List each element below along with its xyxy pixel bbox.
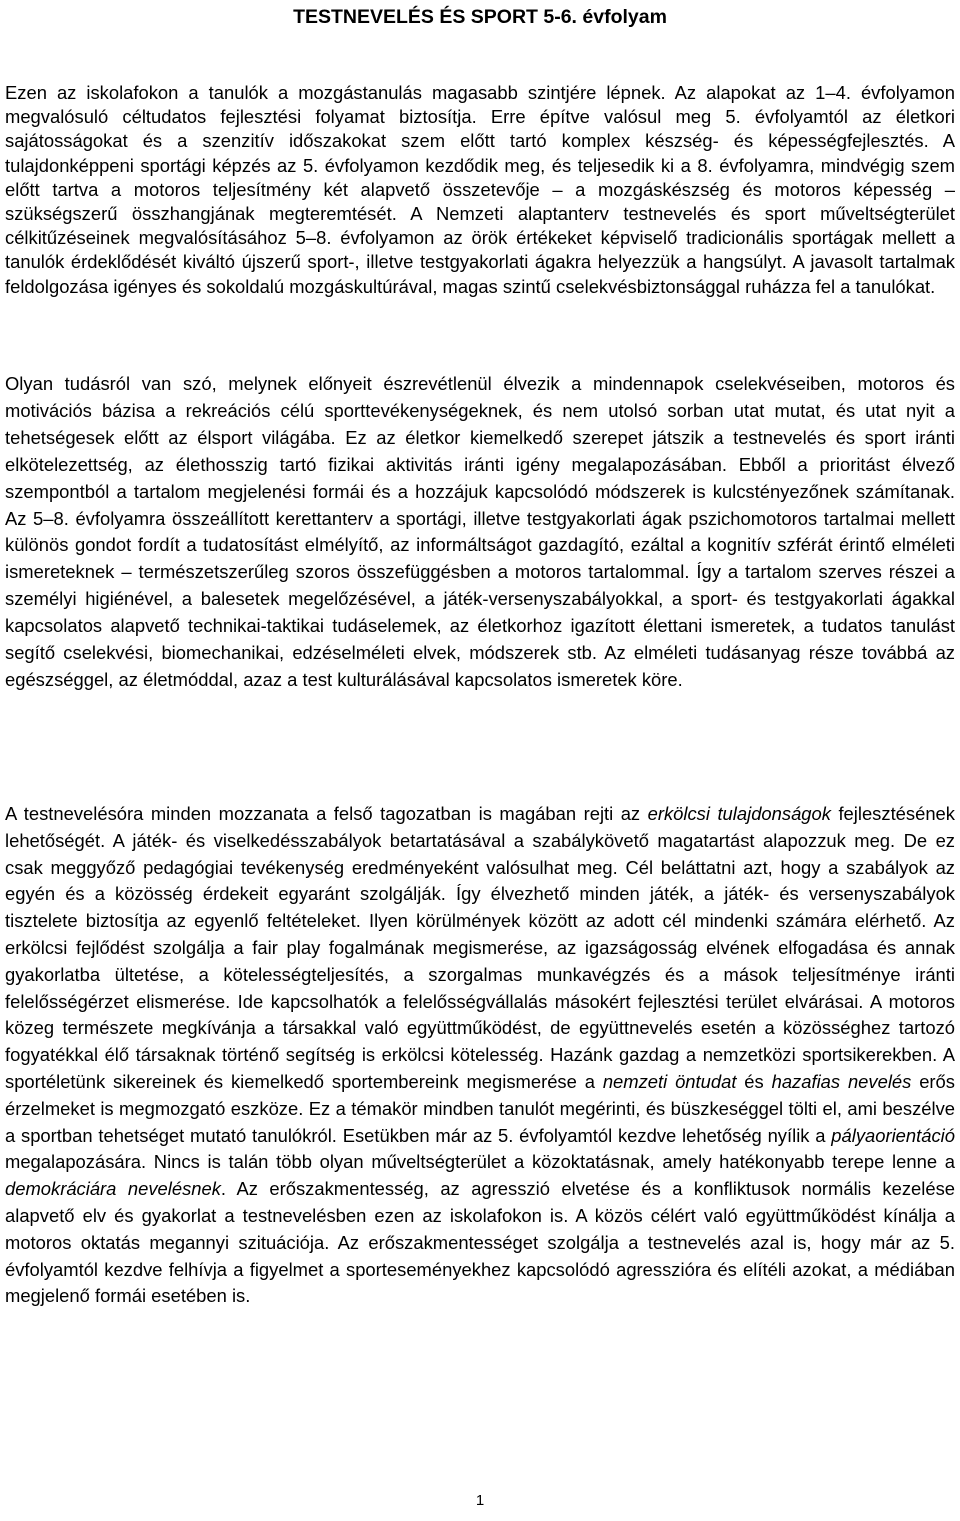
emphasis-democracy-education: demokráciára nevelésnek <box>5 1178 221 1200</box>
text-run: és <box>736 1070 772 1092</box>
document-title: TESTNEVELÉS ÉS SPORT 5-6. évfolyam <box>293 6 667 28</box>
text-run: megalapozására. Nincs is talán több olyan műveltségterület a közoktatásnak, amely hatékonyabb terepe lenne a <box>5 1151 955 1173</box>
text-run: erős érzelmeket is megmozgató eszköze. Ez a témakör mindben tanulót megérinti, és büszkeséggel tölti el, ami beszélve a sportban tehetséget mutató tanulókról. Esetükben már az 5. évfolyamtól kezdve lehetőség nyílik a <box>5 1070 955 1146</box>
emphasis-moral-qualities: erkölcsi tulajdonságok <box>647 803 831 824</box>
paragraph-knowledge: Olyan tudásról van szó, melynek előnyeit észrevétlenül élvezik a mindennapok cselekvéseiben, motoros és motivációs bázisa a rekreációs célú sporttevékenységeknek, és nem utolsó sorban utat mutat, és utat nyit a tehetségesek előtt az élsport világába. Ez az életkor kiemelkedő szerepet játszik a testnevelés és sport iránti elkötelezettség, az élethosszig tartó fizikai aktivitás iránti igény megalapozásában. Ebből a prioritást élvező szempontból a tartalom megjelenési formái és a hozzájuk kapcsolódó módszerek is kulcstényezőnek számítanak. Az 5–8. évfolyamra összeállított kerettanterv a sportági, illetve testgyakorlati ágak pszichomotoros tartalmai mellett különös gondot fordít a tudatosítást elmélyítő, az informáltságot gazdagító, ezáltal a kognitív szférát érintő elméleti ismereteknek – természetszerűleg szoros összefüggésben a motoros tartalommal. Így a tartalom szerves részei a személyi higiénével, a balesetek megelőzésével, a játék-versenyszabályokkal, a sport- és testgyakorlati ágakkal kapcsolatos alapvető technikai-taktikai tudáselemek, az életkorhoz igazított élettani ismeretek, a tudatos tanulást segítő cselekvési, biomechanikai, edzéselméleti elvek, módszerek stb. Az elméleti tudásanyag része továbbá az egészséggel, az életmóddal, azaz a test kulturálásával kapcsolatos ismeretek köre. <box>5 373 955 690</box>
emphasis-career-orientation: pályaorientáció <box>831 1124 955 1146</box>
page-number: 1 <box>475 1492 485 1509</box>
paragraph-moral-development <box>5 801 955 1310</box>
paragraph-intro: Ezen az iskolafokon a tanulók a mozgástanulás magasabb szintjére lépnek. Az alapokat az 1–4. évfolyamon megvalósuló céltudatos fejlesztési folyamat biztosítja. Erre építve valósul meg 5. évfolyamtól az életkori sajátosságokat és a szenzitív időszakokat szem előtt tartó komplex készség- és képességfejlesztés. A tulajdonképpeni sportági képzés az 5. évfolyamon kezdődik meg, és teljesedik ki a 8. évfolyamra, mindvégig szem előtt tartva a motoros teljesítmény két alapvető összetevője – a mozgáskészség és motoros képesség – szükségszerű összhangjának megteremtését. A Nemzeti alaptanterv testnevelés és sport műveltségterület célkitűzéseinek megvalósításához 5–8. évfolyamon az örök értékeket képviselő tradicionális sportágak mellett a tanulók érdeklődését kiváltó újszerű sport-, illetve testgyakorlati ágakra helyezzük a hangsúlyt. A javasolt tartalmak feldolgozása igényes és sokoldalú mozgáskultúrával, magas szintű cselekvésbiztonsággal ruházza fel a tanulókat. <box>5 82 955 297</box>
text-run: A testnevelésóra minden mozzanata a felső tagozatban is magában rejti az <box>5 803 648 824</box>
text-run: . Az erőszakmentesség, az agresszió elvetése és a konfliktusok normális kezelése alapvető elv és gyakorlat a testnevelésben ezen az iskolafokon is. A közös célért való együttműködést kínálja a motoros oktatás megannyi szituációja. Az erőszakmentességet szolgálja a testnevelés azal is, hogy már az 5. évfolyamtól kezdve felhívja a figyelmet a sporteseményekhez kapcsolódó agresszióra és elítéli azokat, a médiában megjelenő formái esetében is. <box>5 1178 956 1307</box>
emphasis-patriotic-education: hazafias nevelés <box>771 1070 912 1092</box>
text-run: fejlesztésének lehetőségét. A játék- és viselkedésszabályok betartatásával a szabálykövető magatartást alapozzuk meg. De ez csak meggyőző pedagógiai tevékenység eredményeként valósulhat meg. Cél beláttatni azt, hogy a szabályok az egyén és a közösség érdekeit egyaránt szolgálják. Így élvezhető minden játék, a játék- és versenyszabályok tisztelete biztosítja az egyenlő feltételeket. Ilyen körülmények között az adott cél mindenki számára elérhető. Az erkölcsi fejlődést szolgálja a fair play fogalmának megismerése, az igazságosság elvének elfogadása és annak gyakorlatba ültetése, a kötelességteljesítés, a szorgalmas munkavégzés és a mások teljesítménye iránti felelősségérzet elismerése. Ide kapcsolhatók a felelősségvállalás másokért fejlesztési terület elvárásai. A motoros közeg természete megkívánja a társakkal való együttműködést, de együttnevelés esetén a közösséghez tartozó fogyatékkal élő társaknak történő segítség is erkölcsi kötelesség. Hazánk gazdag a nemzetközi sportsikerekben. A sportéletünk sikereinek és kiemelkedő sportembereink megismerése a <box>5 803 955 1092</box>
emphasis-national-consciousness: nemzeti öntudat <box>602 1070 737 1092</box>
